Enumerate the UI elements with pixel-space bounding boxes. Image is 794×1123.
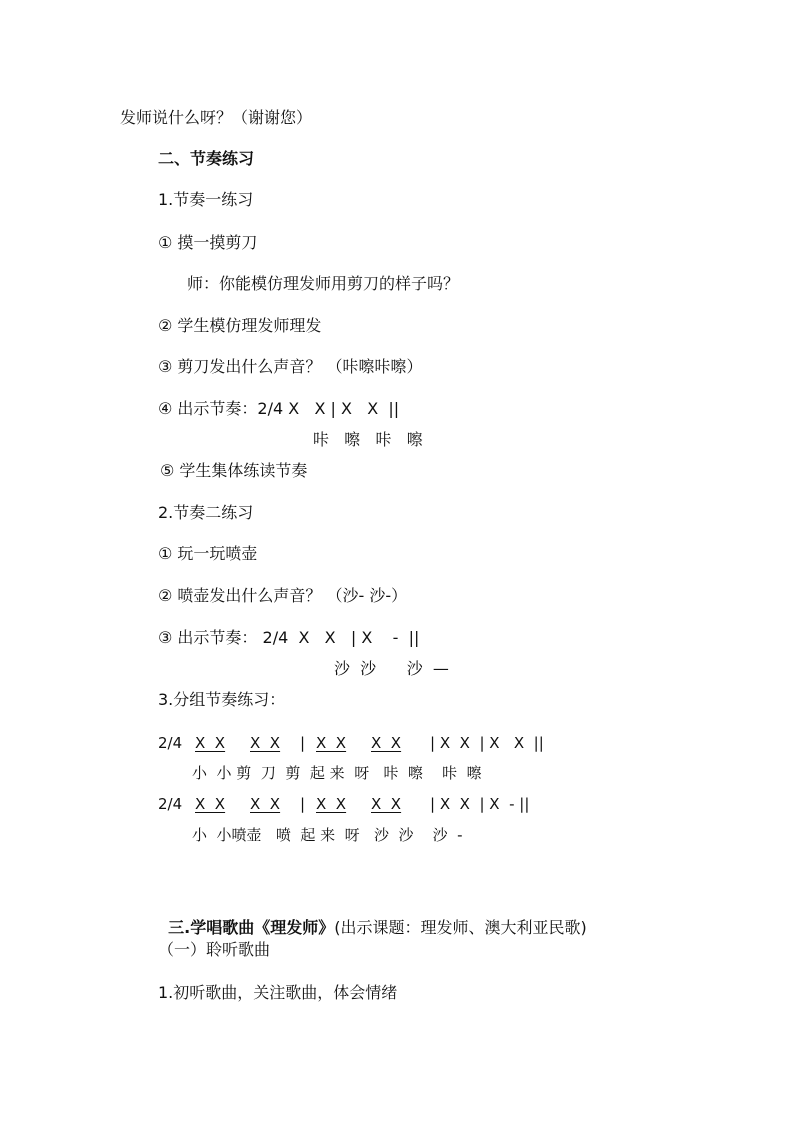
subsection-heading: 2.节奏二练习 (158, 503, 254, 522)
bar-line: | (300, 795, 306, 813)
bar-line: | (300, 734, 306, 752)
beat-group: X X (250, 734, 281, 752)
text-line: 1.初听歌曲，关注歌曲，体会情绪 (158, 983, 398, 1002)
beat-group: X X (250, 795, 281, 813)
subsection-heading: （一）聆听歌曲 (158, 940, 271, 959)
time-signature: 2/4 (158, 795, 183, 813)
rhythm-line: ③ 出示节奏： 2/4 X X | X - || (158, 628, 420, 647)
rhythm-rest: | X X | X - || (430, 795, 530, 813)
rhythm-lyrics: 咔 嚓 咔 嚓 (313, 430, 423, 449)
rhythm-line: ④ 出示节奏：2/4 X X | X X || (158, 399, 400, 418)
beat-group: X X (316, 734, 347, 752)
section-heading-note: (出示课题：理发师、澳大利亚民歌) (334, 918, 587, 937)
list-item: ① 摸一摸剪刀 (158, 233, 258, 252)
beat-group: X X (195, 795, 226, 813)
rhythm-lyrics: 小 小喷壶 喷 起 来 呀 沙 沙 沙 - (192, 826, 463, 844)
rhythm-lyrics: 沙 沙 沙 — (334, 659, 449, 678)
section-heading: 二、节奏练习 (158, 149, 255, 168)
list-item: ① 玩一玩喷壶 (158, 544, 258, 563)
list-item: ③ 剪刀发出什么声音？ （咔嚓咔嚓） (158, 357, 423, 376)
section-heading: 三.学唱歌曲《理发师》 (168, 918, 335, 937)
list-item: ② 学生模仿理发师理发 (158, 316, 322, 335)
beat-group: X X (371, 734, 402, 752)
section-heading-line (158, 898, 587, 938)
text-line: 师：你能模仿理发师用剪刀的样子吗？ (187, 274, 460, 293)
list-item: ⑤ 学生集体练读节奏 (160, 461, 308, 480)
rhythm-lyrics: 小 小 剪 刀 剪 起 来 呀 咔 嚓 咔 嚓 (192, 764, 482, 782)
rhythm-rest: | X X | X X || (430, 734, 544, 752)
beat-group: X X (371, 795, 402, 813)
beat-group: X X (316, 795, 347, 813)
text-line: 发师说什么呀？（谢谢您） (120, 108, 313, 127)
subsection-heading: 3.分组节奏练习： (158, 690, 286, 709)
time-signature: 2/4 (158, 734, 183, 752)
subsection-heading: 1.节奏一练习 (158, 190, 254, 209)
list-item: ② 喷壶发出什么声音？ （沙- 沙-） (158, 586, 408, 605)
beat-group: X X (195, 734, 226, 752)
